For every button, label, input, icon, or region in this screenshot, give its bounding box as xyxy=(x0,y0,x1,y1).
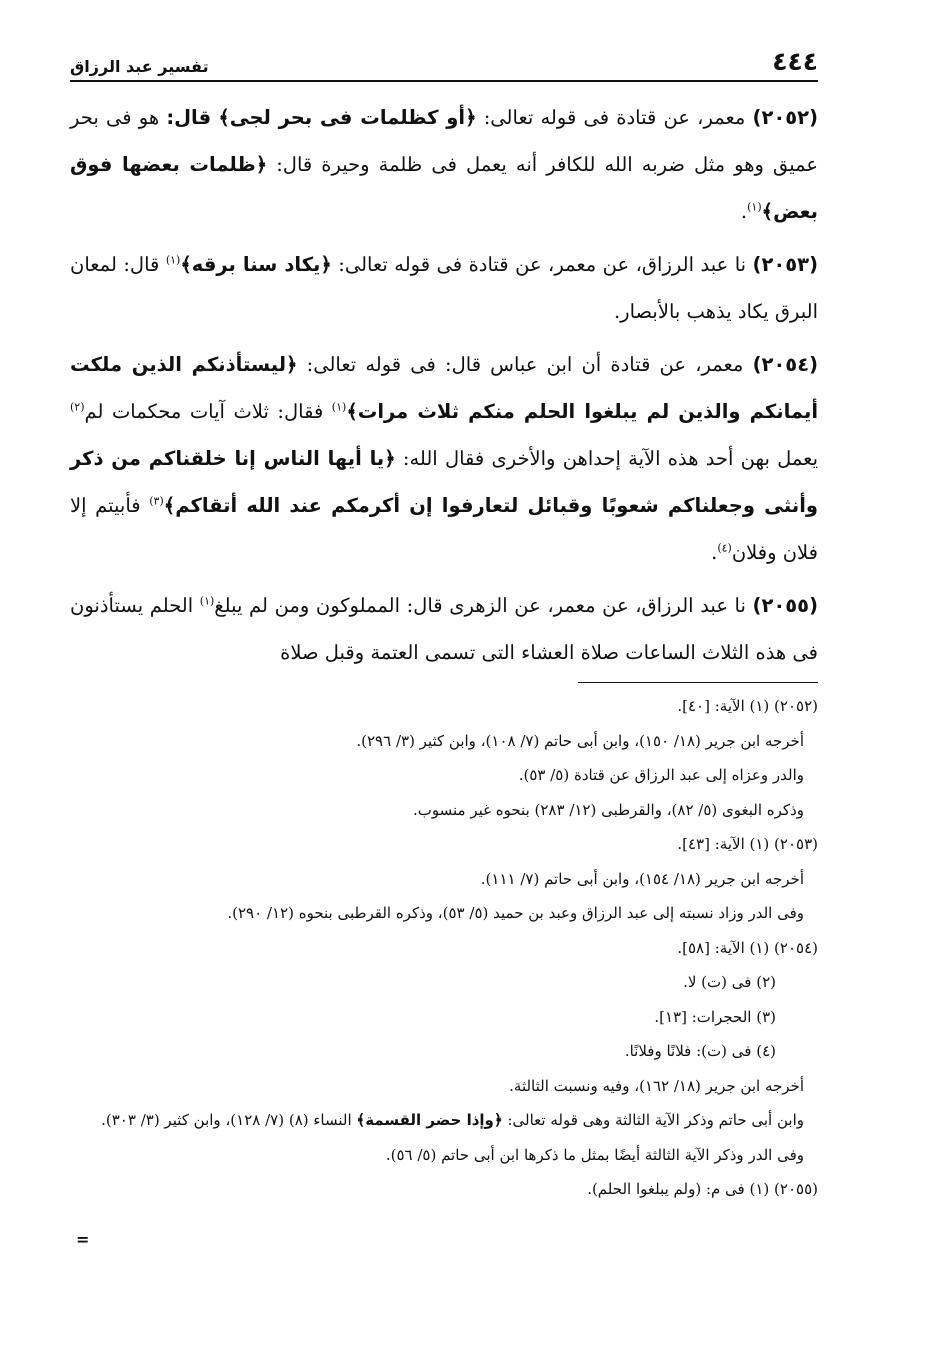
punctuation: . xyxy=(711,541,718,564)
main-text xyxy=(70,94,818,676)
footnote-line: أخرجه ابن جرير (١٨/ ١٥٤)، وابن أبى حاتم (٧/ ١١١). xyxy=(480,869,804,888)
footnote-line: وفى الدر وذكر الآية الثالثة أيضًا بمثل ما ذكرها ابن أبى حاتم (٥/ ٥٦). xyxy=(385,1145,804,1164)
footnote-line: والدر وعزاه إلى عبد الرزاق عن قتادة (٥/ ٥٣). xyxy=(518,766,804,784)
entry-number: (٢٠٥٢) xyxy=(752,106,818,129)
entry-text: معمر، عن قتادة أن ابن عباس قال: فى قوله تعالى: xyxy=(306,353,744,376)
footnote-line: أخرجه ابن جرير (١٨/ ١٥٠)، وابن أبى حاتم (٧/ ١٠٨)، وابن كثير (٣/ ٢٩٦). xyxy=(356,731,804,750)
footnote-text: وابن أبى حاتم وذكر الآية الثالثة وهى قوله تعالى: xyxy=(507,1111,804,1129)
footnote-line xyxy=(70,1103,818,1138)
footnote-line: (٢٠٥٥) (١) فى م: (ولم يبلغوا الحلم). xyxy=(587,1180,818,1198)
entry-text: معمر، عن قتادة فى قوله تعالى: xyxy=(483,106,746,129)
quran-quote: ﴿وإذا حضر القسمة﴾ xyxy=(356,1111,503,1129)
footnote-line: (٤) فى (ت): فلانًا وفلانًا. xyxy=(624,1042,776,1060)
punctuation: . xyxy=(740,200,748,223)
quran-quote: ﴿ليستأذنكم الذين ملكت أيمانكم والذين لم يبلغوا الحلم منكم ثلاث مرات﴾ xyxy=(70,353,818,423)
page-header xyxy=(70,40,818,82)
footnote-line: أخرجه ابن جرير (١٨/ ١٦٢)، وفيه ونسبت الثالثة. xyxy=(509,1076,804,1095)
footnote-line: (٢٠٥٤) (١) الآية: [٥٨]. xyxy=(677,938,818,957)
footnote-divider xyxy=(578,682,818,683)
entry-number: (٢٠٥٤) xyxy=(752,353,819,376)
footnote-line: (٢) فى (ت) لا. xyxy=(683,973,776,991)
footnote-ref: (٢) xyxy=(70,400,85,414)
footnotes xyxy=(70,689,818,1207)
footnote-ref: (١) xyxy=(199,594,215,608)
footnote-line: وفى الدر وزاد نسبته إلى عبد الرزاق وعبد بن حميد (٥/ ٥٣)، وذكره القرطبى بنحوه (١٢/ ٢٩٠). xyxy=(227,904,804,922)
footnote-ref: (١) xyxy=(331,400,347,414)
footnote-line: (٢٠٥٣) (١) الآية: [٤٣]. xyxy=(677,835,818,853)
quran-quote: ﴿ظلمات بعضها فوق بعض﴾ xyxy=(70,153,818,223)
footnote-ref: (٣) xyxy=(149,494,164,508)
entry-2053 xyxy=(70,241,818,335)
entry-2052 xyxy=(70,94,818,235)
entry-number: (٢٠٥٥) xyxy=(752,594,818,617)
entry-text: فقال: ثلاث آيات محكمات لم xyxy=(84,400,324,423)
continuation-mark: = xyxy=(76,1230,90,1249)
entry-text: يعمل بهن أحد هذه الآية إحداهن والأخرى فقال الله: xyxy=(402,447,818,470)
footnote-ref: (١) xyxy=(747,200,762,214)
entry-2055 xyxy=(70,582,818,676)
page xyxy=(70,40,818,1207)
entry-number: (٢٠٥٣) xyxy=(752,253,818,276)
label-text: قال: xyxy=(166,106,212,129)
footnote-line: وذكره البغوى (٥/ ٨٢)، والقرطبى (١٢/ ٢٨٣) بنحوه غير منسوب. xyxy=(412,800,804,819)
entry-text: نا عبد الرزاق، عن معمر، عن قتادة فى قوله تعالى: xyxy=(338,253,747,276)
quran-quote: ﴿يا أيها الناس إنا خلقناكم من ذكر وأنثى وجعلناكم شعوبًا وقبائل لتعارفوا إن أكرمكم عند الله أتقاكم﴾ xyxy=(70,447,818,517)
footnote-ref: (١) xyxy=(165,253,181,267)
book-title: تفسير عبد الرزاق xyxy=(70,57,209,76)
entry-text: نا عبد الرزاق، عن معمر، عن الزهرى قال: المملوكون ومن لم يبلغ xyxy=(214,594,746,617)
entry-text: هو فى بحر عميق وهو مثل ضربه الله للكافر أنه يعمل فى ظلمة وحيرة قال: xyxy=(70,106,818,176)
entry-2054 xyxy=(70,341,818,576)
footnote-ref: (٤) xyxy=(717,541,732,555)
entry-text: فأبيتم إلا فلان وفلان xyxy=(70,494,818,564)
quran-quote: ﴿يكاد سنا برقه﴾ xyxy=(180,253,332,276)
page-number: ٤٤٤ xyxy=(772,47,818,76)
footnote-text: النساء (٨) (٧/ ١٢٨)، وابن كثير (٣/ ٣٠٣). xyxy=(101,1111,352,1129)
entry-text: قال: لمعان البرق يكاد يذهب بالأبصار. xyxy=(70,253,818,323)
footnote-line: (٢٠٥٢) (١) الآية: [٤٠]. xyxy=(677,697,818,715)
quran-quote: ﴿أو كظلمات فى بحر لجى﴾ xyxy=(218,106,477,129)
footnote-line: (٣) الحجرات: [١٣]. xyxy=(654,1007,776,1026)
entry-text: الحلم يستأذنون فى هذه الثلاث الساعات صلاة العشاء التى تسمى العتمة وقبل صلاة xyxy=(70,594,818,664)
